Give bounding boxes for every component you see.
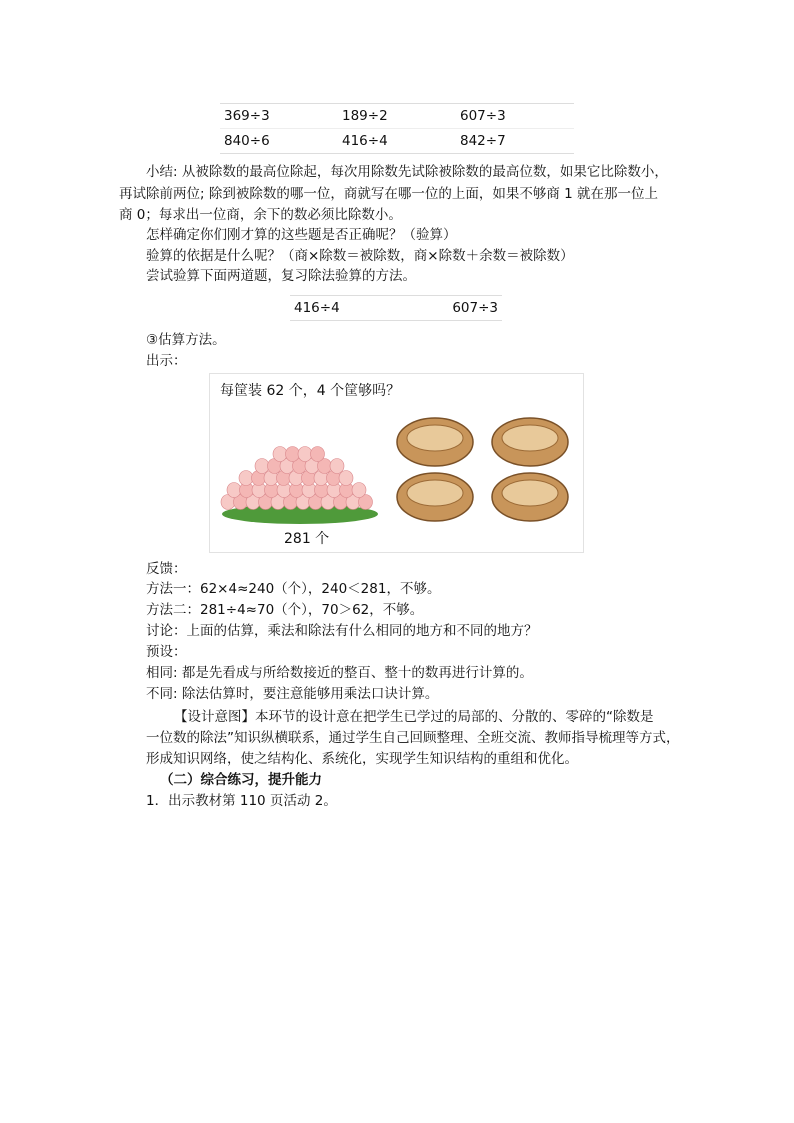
feedback-label: 反馈： xyxy=(146,561,187,577)
peach xyxy=(286,447,300,462)
summary-line-1: 小结: 从被除数的最高位除起，每次用除数先试除被除数的最高位数，如果它比除数小， xyxy=(146,164,668,180)
peach xyxy=(352,483,366,498)
peach-count-label: 281 个 xyxy=(284,531,330,547)
peach-basket-figure xyxy=(209,373,584,553)
table-cell: 842÷7 xyxy=(460,133,506,149)
preset-label: 预设： xyxy=(146,644,187,660)
division-exercise-table xyxy=(220,103,574,154)
table-cell: 840÷6 xyxy=(224,133,270,149)
figure-question: 每筐装 62 个，4 个筐够吗？ xyxy=(220,383,401,399)
question-basis: 验算的依据是什么呢？（商×除数＝被除数，商×除数＋余数＝被除数） xyxy=(146,248,574,264)
design-intent-line-2: 一位数的除法”知识纵横联系，通过学生自己回顾整理、全班交流、教师指导梳理等方式， xyxy=(146,730,680,746)
peach xyxy=(239,471,253,486)
table-cell: 189÷2 xyxy=(338,104,456,129)
estimate-heading: ③估算方法。 xyxy=(146,332,226,348)
table-cell: 607÷3 xyxy=(452,300,498,316)
method-1: 方法一：62×4≈240（个），240＜281，不够。 xyxy=(146,581,441,597)
peach xyxy=(227,483,241,498)
design-intent-line-3: 形成知识网络，使之结构化、系统化，实现学生知识结构的重组和优化。 xyxy=(146,751,578,767)
show-label: 出示： xyxy=(146,353,187,369)
basket-icon xyxy=(397,418,473,466)
check-exercise-table xyxy=(290,295,502,321)
table-cell: 416÷4 xyxy=(294,300,340,316)
question-check: 怎样确定你们刚才算的这些题是否正确呢？（验算） xyxy=(146,227,457,243)
table-row xyxy=(220,104,574,129)
summary-line-2: 再试除前两位; 除到被除数的哪一位，商就写在哪一位的上面，如果不够商 1 就在那一位上 xyxy=(119,186,659,202)
section-heading: （二）综合练习，提升能力 xyxy=(160,772,322,788)
table-row xyxy=(220,129,574,154)
table-cell: 607÷3 xyxy=(456,104,574,129)
basket-icon xyxy=(492,418,568,466)
discussion-question: 讨论：上面的估算，乘法和除法有什么相同的地方和不同的地方？ xyxy=(146,623,538,639)
peach xyxy=(273,447,287,462)
table-cell: 416÷4 xyxy=(342,133,388,149)
peach-pile-illustration xyxy=(220,424,380,524)
design-intent-line-1: 【设计意图】本环节的设计意在把学生已学过的局部的、分散的、零碎的“除数是 xyxy=(174,709,654,725)
similarity: 相同: 都是先看成与所给数接近的整百、整十的数再进行计算的。 xyxy=(146,665,533,681)
basket-icon xyxy=(492,473,568,521)
difference: 不同: 除法估算时，要注意能够用乘法口诀计算。 xyxy=(146,686,439,702)
peach xyxy=(298,447,312,462)
basket-illustration xyxy=(390,412,580,532)
instruction-try: 尝试验算下面两道题，复习除法验算的方法。 xyxy=(146,268,416,284)
method-2: 方法二：281÷4≈70（个），70＞62，不够。 xyxy=(146,602,424,618)
exercise-item-1: 1．出示教材第 110 页活动 2。 xyxy=(146,793,337,809)
summary-line-3: 商 0；每求出一位商，余下的数必须比除数小。 xyxy=(119,207,402,223)
basket-icon xyxy=(397,473,473,521)
table-cell: 369÷3 xyxy=(220,104,338,129)
peach xyxy=(330,459,344,474)
peach xyxy=(311,447,325,462)
peach xyxy=(339,471,353,486)
table-row xyxy=(290,296,502,321)
peach xyxy=(255,459,269,474)
